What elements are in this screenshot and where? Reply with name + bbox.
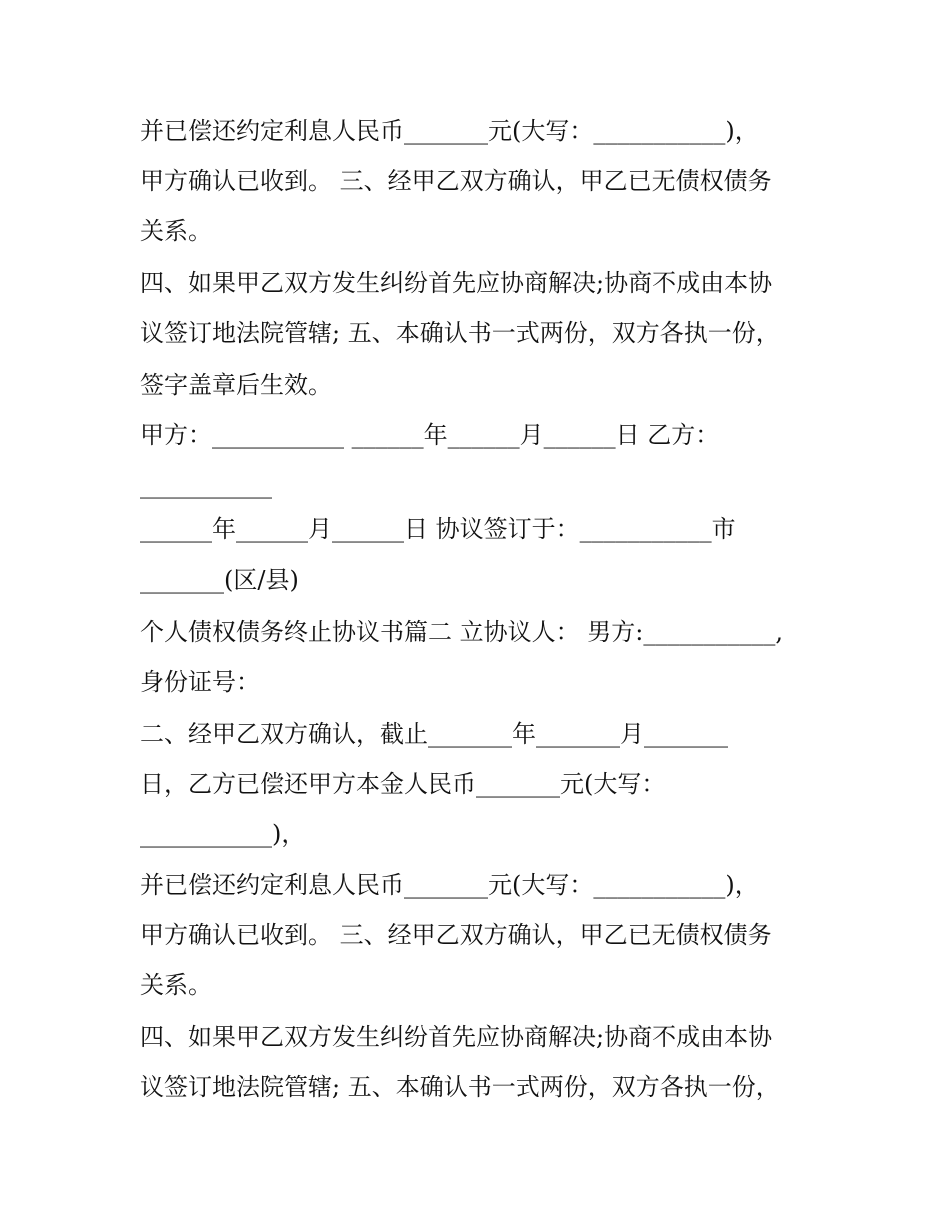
- text-line: ___________: [140, 471, 272, 499]
- text-line: 四、如果甲乙双方发生纠纷首先应协商解决;协商不成由本协: [140, 1023, 773, 1051]
- text-line: ___________)，: [140, 820, 306, 848]
- text-line: _______(区/县): [140, 566, 299, 594]
- text-line: 甲方：___________ ______年______月______日 乙方：: [140, 421, 720, 449]
- text-line: 甲方确认已收到。 三、经甲乙双方确认，甲乙已无债权债务: [140, 921, 772, 949]
- text-line: 议签订地法院管辖; 五、本确认书一式两份，双方各执一份，: [140, 1073, 780, 1101]
- text-line: 并已偿还约定利息人民币_______元(大写：___________)，: [140, 117, 759, 145]
- text-line: 签字盖章后生效。: [140, 371, 332, 399]
- text-line: ______年______月______日 协议签订于：___________市: [140, 515, 736, 543]
- text-line: 关系。: [140, 971, 212, 999]
- text-line: 二、经甲乙双方确认，截止_______年_______月_______: [140, 720, 728, 748]
- text-line: 个人债权债务终止协议书篇二 立协议人： 男方:___________,: [140, 618, 783, 646]
- text-line: 关系。: [140, 217, 212, 245]
- text-line: 并已偿还约定利息人民币_______元(大写：___________)，: [140, 871, 759, 899]
- text-line: 甲方确认已收到。 三、经甲乙双方确认，甲乙已无债权债务: [140, 167, 772, 195]
- text-line: 议签订地法院管辖; 五、本确认书一式两份，双方各执一份，: [140, 319, 780, 347]
- text-line: 四、如果甲乙双方发生纠纷首先应协商解决;协商不成由本协: [140, 269, 773, 297]
- text-line: 身份证号：: [140, 668, 260, 696]
- text-line: 日，乙方已偿还甲方本金人民币_______元(大写：: [140, 770, 666, 798]
